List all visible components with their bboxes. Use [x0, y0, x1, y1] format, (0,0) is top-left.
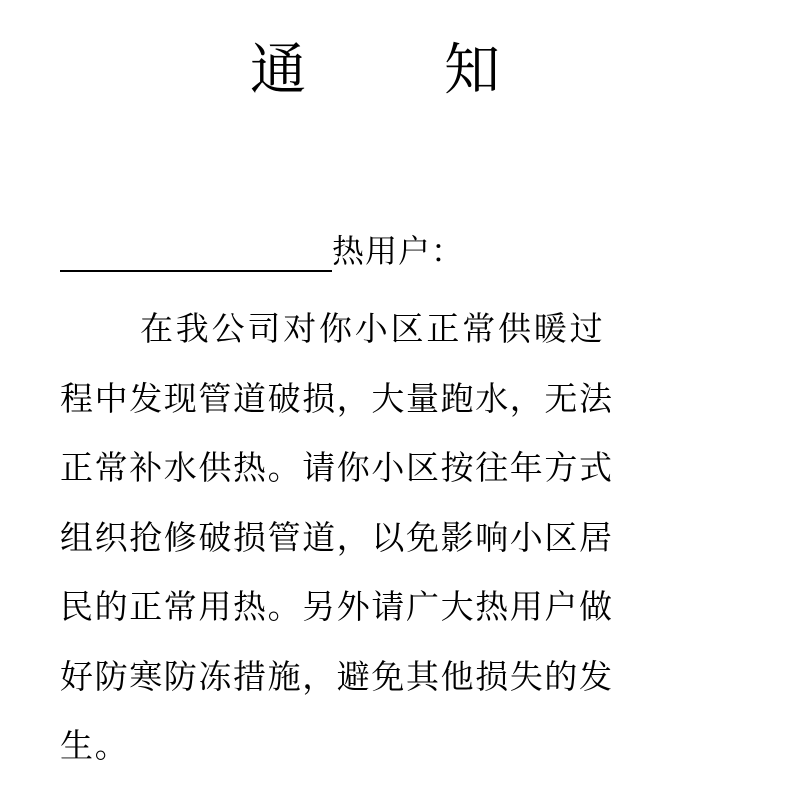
notice-body	[60, 294, 700, 781]
addressee-label: 热用户：	[332, 232, 465, 270]
addressee-blank-underline	[60, 270, 332, 272]
body-line-5: 民的正常用热。另外请广大热用户做	[60, 587, 614, 626]
body-line-7: 生。	[60, 726, 130, 765]
addressee-line	[60, 228, 464, 274]
body-line-6: 好防寒防冻措施，避免其他损失的发	[60, 656, 614, 696]
title-char-tong: 通	[250, 38, 306, 103]
body-line-3: 正常补水供热。请你小区按往年方式	[60, 448, 614, 487]
notice-title	[0, 36, 790, 106]
body-line-1: 在我公司对你小区正常供暖过	[140, 309, 606, 348]
body-line-2: 程中发现管道破损，大量跑水，无法	[60, 378, 614, 418]
body-line-4: 组织抢修破损管道，以免影响小区居	[60, 517, 614, 557]
title-char-zhi: 知	[444, 38, 500, 103]
